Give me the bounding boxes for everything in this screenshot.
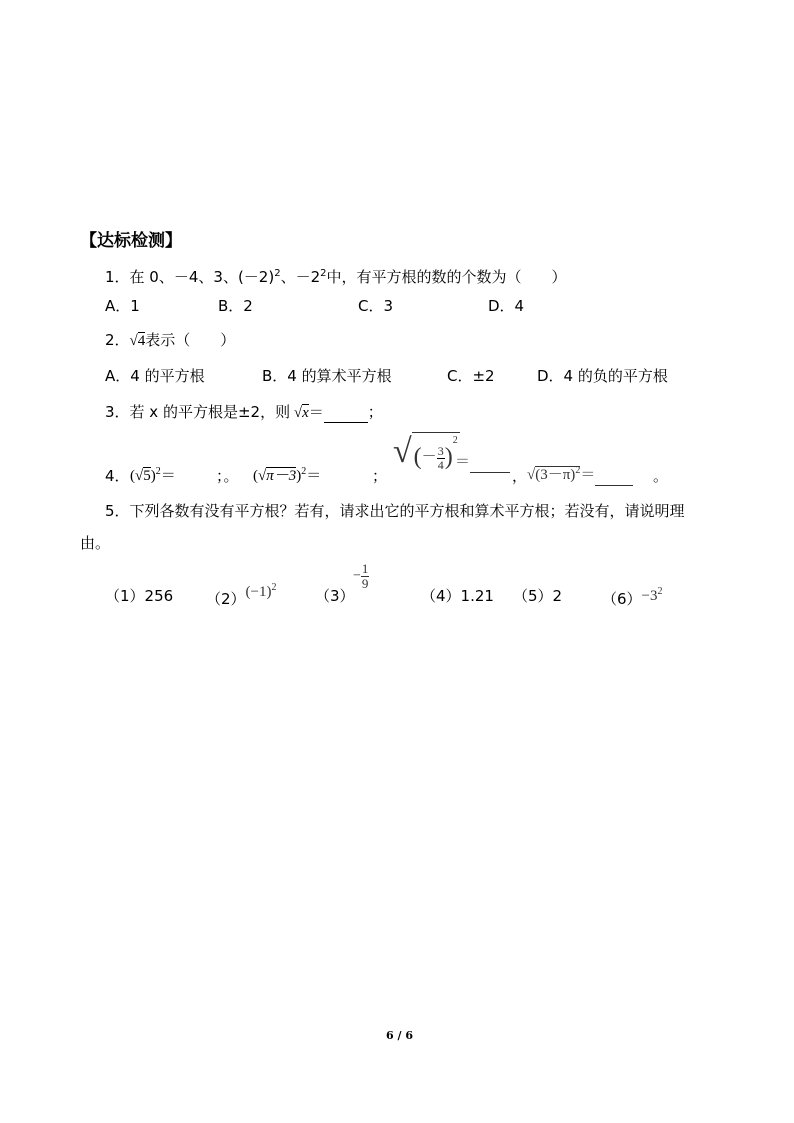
question-5-line-2: 由。	[80, 534, 111, 552]
question-1: 1．在 0、－4、3、$(-2)^2$、$-2^2$中，有平方根的数的个数为（ ）	[105, 268, 567, 286]
q2-option-a: A．4 的平方根	[105, 367, 205, 385]
question-3: 3．若 x 的平方根是±2，则 √x＝ ；	[105, 403, 383, 421]
q2-option-d: D．4 的负的平方根	[537, 367, 668, 385]
section-title: 【达标检测】	[80, 231, 182, 251]
q5-item-4: （4）1.21	[421, 587, 494, 605]
q4-expr-3: √(－ $\frac{3}{4}$ )$^2$	[393, 433, 458, 472]
q4-expr-2: $(√\pi-3)^2=$	[253, 466, 322, 484]
q5-item-6: $(6)-3^2$	[602, 586, 663, 608]
q4-expr-1: $(√5)^2=$	[130, 466, 176, 484]
q4-expr-4: $√(3-\pi)^2=$	[527, 461, 633, 486]
q1-option-b: B．2	[218, 297, 253, 315]
q2-option-c: C．±2	[447, 367, 495, 385]
sqrt-x: √x	[290, 405, 309, 421]
q3-answer-blank	[324, 402, 368, 423]
q4-separator-2: ；	[372, 467, 388, 485]
q4-separator-1: ；。	[216, 467, 239, 485]
question-5-line-1: 5．下列各数有没有平方根？若有，请求出它的平方根和算术平方根；若没有，请说明理	[105, 502, 685, 520]
q4-end: 。	[653, 467, 669, 485]
q5-item-2: $(2)(-1)^2$	[206, 582, 277, 608]
q1-option-c: C．3	[358, 297, 394, 315]
sqrt-4: √4	[129, 333, 146, 349]
q1-option-d: D．4	[488, 297, 525, 315]
q1-option-a: A．1	[105, 297, 140, 315]
q5-item-3-label: （3）	[315, 587, 355, 605]
q4-blank-4	[595, 465, 633, 486]
q5-item-1: （1）256	[105, 587, 174, 605]
page-number: 6 / 6	[386, 1029, 413, 1042]
q5-item-3-expr: − $\frac{1}{9}$	[353, 561, 369, 591]
q4-expr-3-eq: ＝	[455, 452, 510, 473]
q4-separator-3: ，	[512, 467, 528, 485]
q2-option-b: B．4 的算术平方根	[262, 367, 392, 385]
question-2: 2．√4表示（ ）	[105, 331, 236, 349]
q5-item-5: （5）2	[513, 587, 563, 605]
q4-blank-3	[470, 452, 510, 473]
q4-number: 4．	[105, 467, 130, 485]
